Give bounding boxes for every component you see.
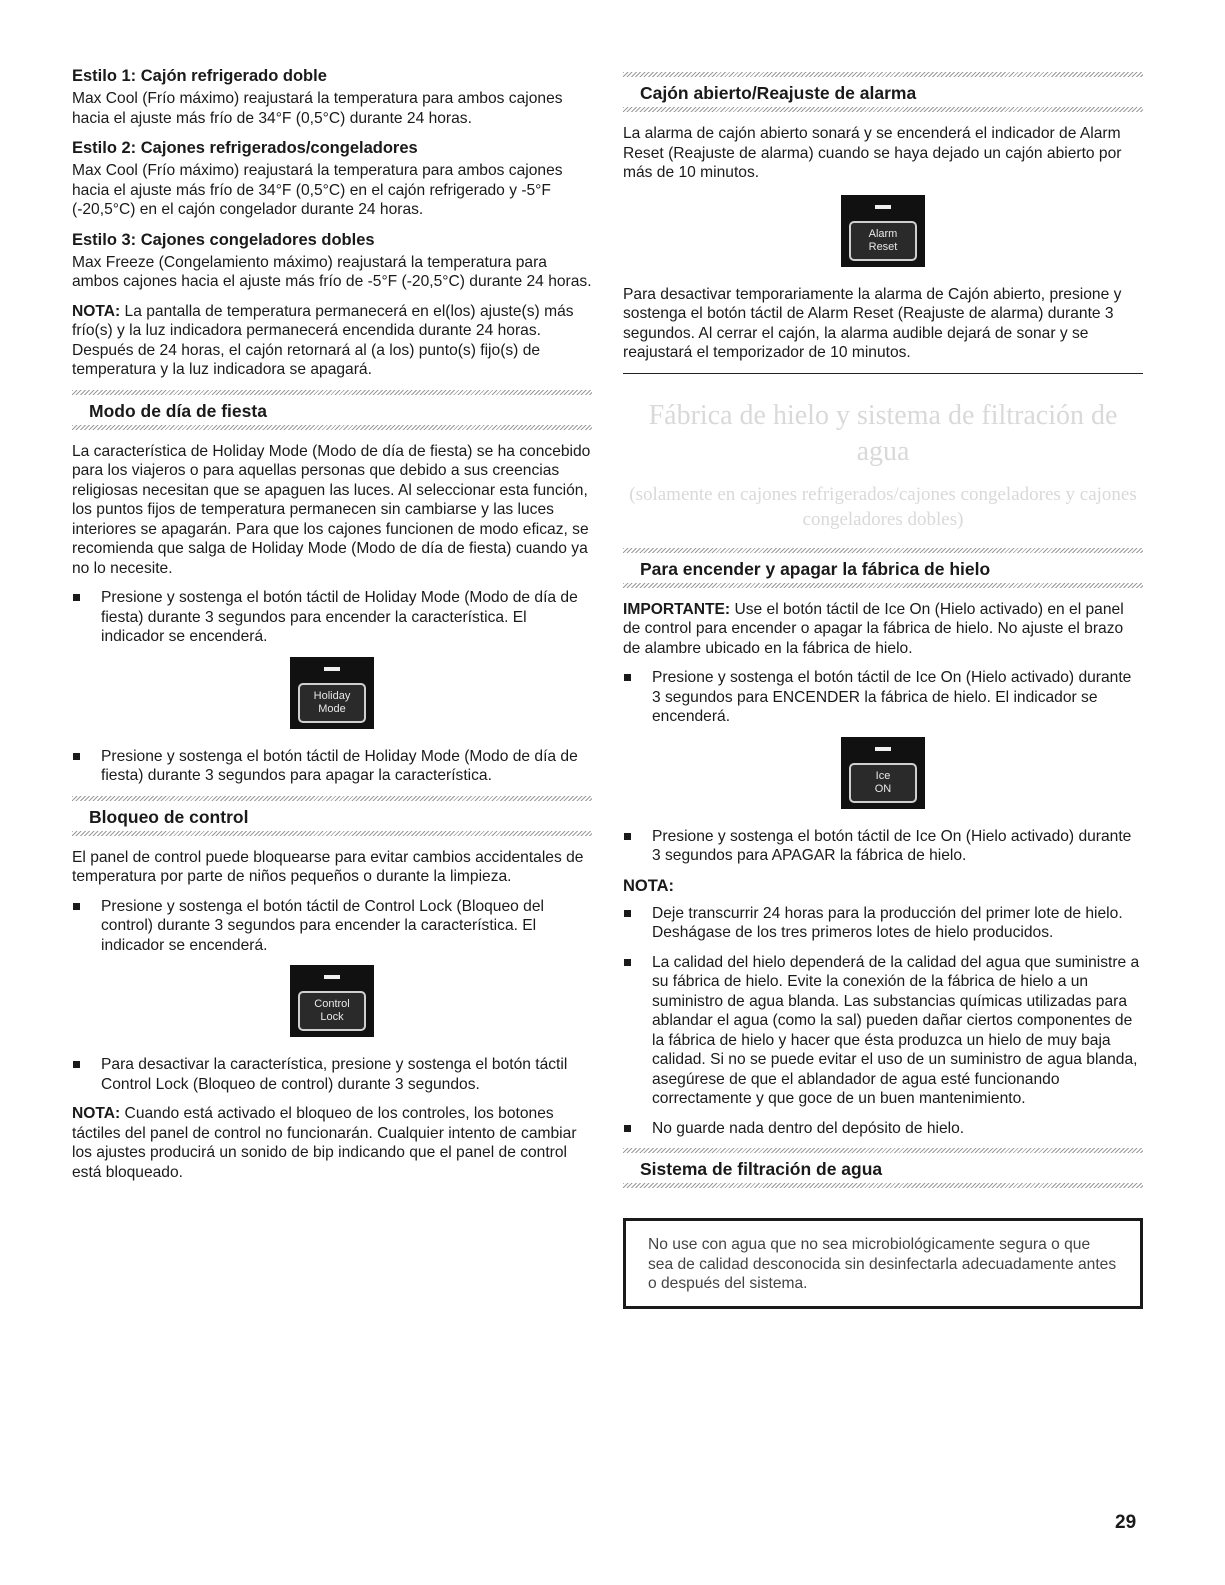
lock-bullet-off: Para desactivar la característica, presione y sostenga el botón táctil Control Lock (Bloqueo de control) durante 3 segundos. <box>72 1055 592 1094</box>
lock-note <box>72 1104 592 1182</box>
bullet-icon <box>72 897 101 956</box>
ice-nota-item: Deje transcurrir 24 horas para la producción del primer lote de hielo. Deshágase de los tres primeros lotes de hielo producidos. <box>623 904 1143 943</box>
button-face: Control Lock <box>298 991 366 1031</box>
filter-title: Sistema de filtración de agua <box>640 1159 883 1179</box>
bullet-icon <box>623 1119 652 1139</box>
ice-section-header <box>623 548 1143 588</box>
ice-bullet-off: Presione y sostenga el botón táctil de Ice On (Hielo activado) durante 3 segundos para APAGAR la fábrica de hielo. <box>623 827 1143 866</box>
estilo2-block <box>72 138 592 220</box>
right-column <box>623 72 1143 1309</box>
alarm-reset-button[interactable] <box>841 195 925 267</box>
lock-title: Bloqueo de control <box>89 806 249 827</box>
section-rule <box>623 583 1143 588</box>
filter-section-header <box>623 1148 1143 1188</box>
ice-nota-item: No guarde nada dentro del depósito de hielo. <box>623 1119 1143 1139</box>
indicator-light <box>324 667 340 671</box>
holiday-mode-button-figure <box>72 657 592 729</box>
left-column <box>72 66 592 1192</box>
bullet-icon <box>72 747 101 786</box>
holiday-title: Modo de día de fiesta <box>89 400 267 421</box>
section-rule <box>72 425 592 430</box>
button-face: Alarm Reset <box>849 221 917 261</box>
estilo3-text: Max Freeze (Congelamiento máximo) reajustará la temperatura para ambos cajones hacia el ajuste más frío de -5°F (-20,5°C) durante 24 horas. <box>72 253 592 290</box>
ice-title: Para encender y apagar la fábrica de hielo <box>640 558 991 579</box>
page-number: 29 <box>1115 1512 1137 1533</box>
control-lock-button-figure <box>72 965 592 1037</box>
alarm-text: La alarma de cajón abierto sonará y se encenderá el indicador de Alarm Reset (Reajuste de alarma) cuando se haya dejado un cajón abierto por más de 10 minutos. <box>623 125 1122 181</box>
estilo1-title: Estilo 1: Cajón refrigerado doble <box>72 67 327 85</box>
ice-nota-label: NOTA: <box>623 876 675 895</box>
warning-text: No use con agua que no sea microbiológicamente segura o que sea de calidad desconocida sin desinfectarla adecuadamente antes o después del sistema. <box>648 1236 1117 1292</box>
section-rule <box>72 831 592 836</box>
nota-text: La pantalla de temperatura permanecerá en el(los) ajuste(s) más frío(s) y la luz indicadora permanecerá encendida durante 24 horas. Después de 24 horas, el cajón retornará al (a los) punto(s) fijo(s) de temperatura y la luz indicadora se apagará. <box>72 302 574 378</box>
alarm-reset-button-figure <box>623 195 1143 267</box>
bullet-icon <box>623 668 652 727</box>
alarm-title: Cajón abierto/Reajuste de alarma <box>640 83 917 103</box>
section-rule <box>623 107 1143 112</box>
ice-on-button[interactable] <box>841 737 925 809</box>
holiday-text: La característica de Holiday Mode (Modo de día de fiesta) se ha concebido para los viajeros o para aquellas personas que debido a sus creencias religiosas necesitan que se apaguen las luces. Al seleccionar esta función, los puntos fijos de temperatura permanecen sin cambiarse y las luces interiores se apagarán. Para que los cajones funcionen de modo eficaz, se recomienda que salga de Holiday Mode (Modo de día de fiesta) cuando ya no lo necesite. <box>72 442 591 577</box>
icemaker-heading: Fábrica de hielo y sistema de filtración de agua <box>648 399 1118 467</box>
estilo1-block <box>72 66 592 128</box>
estilo2-title: Estilo 2: Cajones refrigerados/congeladores <box>72 139 418 157</box>
bullet-icon <box>623 953 652 1109</box>
holiday-bullet-on: Presione y sostenga el botón táctil de Holiday Mode (Modo de día de fiesta) durante 3 segundos para encender la característica. El indicador se encenderá. <box>72 588 592 647</box>
alarm-section-header <box>623 72 1143 112</box>
estilo1-text: Max Cool (Frío máximo) reajustará la temperatura para ambos cajones hacia el ajuste más frío de 34°F (0,5°C) durante 24 horas. <box>72 90 563 127</box>
estilo2-text2: (-20,5°C) en el cajón congelador durante 24 horas. <box>72 201 424 218</box>
control-lock-button[interactable] <box>290 965 374 1037</box>
lock-bullet-on: Presione y sostenga el botón táctil de Control Lock (Bloqueo del control) durante 3 segundos para encender la característica. El indicador se encenderá. <box>72 897 592 956</box>
indicator-light <box>875 205 891 209</box>
estilo3-block <box>72 230 592 292</box>
bullet-icon <box>623 904 652 943</box>
bullet-icon <box>623 827 652 866</box>
warning-box <box>623 1218 1143 1309</box>
section-rule <box>623 1183 1143 1188</box>
ice-bullet-on: Presione y sostenga el botón táctil de Ice On (Hielo activado) durante 3 segundos para ENCENDER la fábrica de hielo. El indicador se encenderá. <box>623 668 1143 727</box>
estilo2-text: Max Cool (Frío máximo) reajustará la temperatura para ambos cajones hacia el ajuste más frío de 34°F (0,5°C) en el cajón refrigerado y -5°F <box>72 162 563 199</box>
bullet-icon <box>72 588 101 647</box>
button-face: Ice ON <box>849 763 917 803</box>
ice-nota-item: La calidad del hielo dependerá de la calidad del agua que suministre a su fábrica de hielo. Evite la conexión de la fábrica de hielo a un suministro de agua blanda. Las substancias químicas utilizadas para ablandar el agua (como la sal) pueden dañar ciertos componentes de la fábrica de hielo y hacer que ésta produzca un hielo de muy baja calidad. Si no se puede evitar el uso de un suministro de agua blanda, asegúrese de que el ablandador de agua esté funcionando correctamente y que goce de un buen mantenimiento. <box>623 953 1143 1109</box>
holiday-bullet-off: Presione y sostenga el botón táctil de Holiday Mode (Modo de día de fiesta) durante 3 segundos para apagar la característica. <box>72 747 592 786</box>
lock-text: El panel de control puede bloquearse para evitar cambios accidentales de temperatura por parte de niños pequeños o durante la limpieza. <box>72 848 584 885</box>
important-paragraph <box>623 600 1143 659</box>
holiday-section-header <box>72 390 592 430</box>
estilo3-title: Estilo 3: Cajones congeladores dobles <box>72 230 375 249</box>
holiday-mode-button[interactable] <box>290 657 374 729</box>
bullet-icon <box>72 1055 101 1094</box>
button-face: Holiday Mode <box>298 683 366 723</box>
divider <box>623 373 1143 374</box>
lock-note-label: NOTA: <box>72 1105 121 1122</box>
indicator-light <box>875 747 891 751</box>
important-label: IMPORTANTE: <box>623 600 731 618</box>
important-text: Use el botón táctil de Ice On (Hielo activado) en el panel de control para encender o apagar la fábrica de hielo. No ajuste el brazo de alambre ubicado en la fábrica de hielo. <box>623 600 1124 657</box>
ice-on-button-figure <box>623 737 1143 809</box>
nota-label: NOTA: <box>72 302 121 320</box>
alarm-text2: Para desactivar temporariamente la alarma de Cajón abierto, presione y sostenga el botón táctil de Alarm Reset (Reajuste de alarma) durante 3 segundos. Al cerrar el cajón, la alarma audible dejará de sonar y se reajustará el temporizador de 10 minutos. <box>623 285 1122 361</box>
nota-paragraph <box>72 302 592 380</box>
lock-note-text: Cuando está activado el bloqueo de los controles, los botones táctiles del panel de control no funcionarán. Cualquier intento de cambiar los ajustes producirá un sonido de bip indicando que el panel de control está bloqueado. <box>72 1105 577 1181</box>
lock-section-header <box>72 796 592 836</box>
icemaker-subheading: (solamente en cajones refrigerados/cajones congeladores y cajones congeladores dobles) <box>629 483 1137 530</box>
indicator-light <box>324 975 340 979</box>
